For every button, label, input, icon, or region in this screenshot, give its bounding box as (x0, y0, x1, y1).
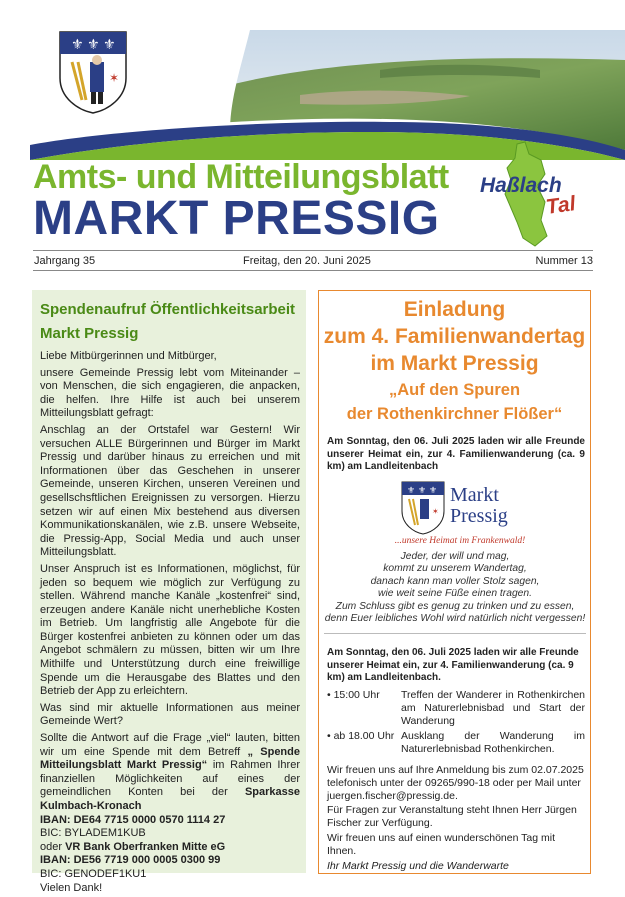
invitation-poem (320, 551, 590, 625)
donation-heading-line1: Spendenaufruf Öffentlichkeitsarbeit (40, 301, 296, 318)
poem-line: Jeder, der will und mag, (400, 551, 510, 562)
closing-text: Wir freuen uns auf einen wunderschönen Tag mit Ihnen. (327, 831, 556, 857)
invitation-closing (327, 764, 585, 874)
donation-body (40, 350, 300, 895)
markt-pressig-logo-text: Markt (450, 484, 499, 506)
divider (33, 250, 593, 251)
poem-line: Zum Schluss gibt es genug zu trinken und zu essen, (335, 600, 575, 612)
issue-volume: Jahrgang 35 (34, 255, 96, 267)
paragraph: Sollte die Antwort auf die Frage „viel“ lauten, bitten wir um eine Spende mit dem Betreff „ Spende Mitteilungsblatt Markt Pressig“ im Rahmen Ihrer finanziellen Möglichkeiten auf eines der gemeindlichen Konten bei der Sparkasse Kulmbach-Kronach (40, 732, 300, 812)
markt-pressig-logo-text: Pressig (450, 505, 508, 527)
poem-line: danach kann man voller Stolz sagen, (370, 575, 540, 587)
svg-text:⚜: ⚜ (407, 486, 416, 496)
invitation-heading-line3: im Markt Pressig (370, 352, 539, 375)
iban-vr: IBAN: DE56 7719 000 0005 0300 99 (40, 854, 221, 867)
issue-number: Nummer 13 (535, 255, 593, 267)
paragraph: Liebe Mitbürgerinnen und Mitbürger, (40, 350, 217, 362)
paragraph: Unser Anspruch ist es Informationen, möglichst, für jeden so bequem wie möglich zur Verfügung zu stellen. Während manche Kanäle „kostenfrei“ sind, erzeugen andere Kanäle nicht unerhebliche Kosten im Betrieb. Um langfristig alle Angebote für die Bürger kostenfrei anbieten zu können oder um das Angebot schmälern zu müssen, bitten wir um Ihre Mithilfe und Unterstützung durch eine freiwillige Spende um die Herausgabe des Blattes und den Betrieb der App zu erleichtern. (40, 562, 300, 698)
donation-heading-line2: Markt Pressig (40, 325, 139, 342)
invitation-motto (318, 378, 591, 426)
bic-vr: BIC: GENODEF1KU1 (40, 867, 147, 880)
bank-vr: oder VR Bank Oberfranken Mitte eG (40, 840, 226, 853)
logo-slogan: ...unsere Heimat im Frankenwald! (394, 536, 526, 546)
invitation-motto-line1: „Auf den Spuren (388, 381, 521, 399)
poem-line: denn Euer leibliches Wohl wird natürlich nicht vergessen! (324, 613, 586, 625)
svg-text:⚜: ⚜ (429, 486, 438, 496)
paragraph: Anschlag an der Ortstafel war Gestern! Wir versuchen ALLE Bürgerinnen und Bürger im Markt Pressig und darüber hinaus zu erreichen und mit Informationen über das Geschehen in unserer Gemeinde, unseren Kirchen, unseren Vereinen und gesellschsftlichen Ereignissen zu versorgen. Hierzu setzen wir auf einen Mix bestehend aus diversen Kommunikationskanälen, wie z.B. unsere Webseite, die Pressig-App, Social Media und auch unser Mitteilungsblatt. (40, 423, 300, 559)
newsletter-subtitle: Amts- und Mitteilungsblatt (33, 158, 449, 196)
invitation-heading-line2: zum 4. Familienwandertag (323, 325, 586, 348)
paragraph: Was sind mir aktuelle Informationen aus meiner Gemeinde Wert? (40, 701, 300, 728)
svg-text:⚜: ⚜ (418, 486, 427, 496)
svg-text:⚜: ⚜ (87, 37, 100, 53)
svg-text:⚜: ⚜ (71, 37, 84, 53)
invitation-intro: Am Sonntag, den 06. Juli 2025 laden wir alle Freunde unserer Heimat ein, zur 4. Familienwanderung (ca. 9 km) am Landleitenbach (327, 436, 585, 473)
poem-line: wie weit seine Füße einen tragen. (378, 588, 532, 600)
invitation-heading (318, 296, 591, 377)
svg-text:✶: ✶ (109, 71, 120, 85)
signature: Ihr Markt Pressig und die Wanderwarte (327, 859, 509, 872)
registration-info: Wir freuen uns auf Ihre Anmeldung bis zum 02.07.2025 telefonisch unter der 09265/990-18 oder per Mail unter juergen.fischer@pressig.de. (327, 764, 584, 802)
divider (33, 270, 593, 271)
schedule-time: • ab 18.00 Uhr (327, 730, 395, 742)
bic-sparkasse: BIC: BYLADEM1KUB (40, 827, 146, 840)
newsletter-title: MARKT PRESSIG (33, 192, 440, 245)
coat-of-arms-icon (58, 30, 128, 114)
thanks-text: Vielen Dank! (40, 881, 103, 894)
issue-date: Freitag, den 20. Juni 2025 (243, 255, 371, 267)
schedule-text: Ausklang der Wanderung im Naturerlebnisbad Rothenkirchen. (401, 730, 585, 755)
schedule-time: • 15:00 Uhr (327, 689, 380, 701)
divider (324, 633, 586, 634)
svg-text:✶: ✶ (432, 507, 439, 516)
invitation-heading-line1: Einladung (403, 298, 506, 321)
poem-line: kommt zu unserem Wandertag, (383, 563, 527, 575)
paragraph: unsere Gemeinde Pressig lebt vom Miteinander – von Menschen, die sich engagieren, die anpacken, die helfen. Ihre Hilfe ist auch bei unserem Mitteilungsblatt gefragt: (40, 366, 300, 420)
invitation-intro-repeat: Am Sonntag, den 06. Juli 2025 laden wir alle Freunde unserer Heimat ein, zur 4. Familienwanderung (ca. 9 km) am Landleitenbach. (327, 647, 579, 684)
region-logo-text: Haßlach (480, 174, 562, 197)
region-logo-text-tal: Tal (544, 192, 577, 219)
invitation-motto-line2: der Rothenkirchner Flößer“ (346, 405, 563, 423)
schedule-text: Treffen der Wanderer in Rothenkirchen am Naturerlebnisbad und Start der Wanderung (401, 689, 585, 727)
contact-info: Für Fragen zur Veranstaltung steht Ihnen Herr Jürgen Fischer zur Verfügung. (327, 804, 577, 830)
svg-text:⚜: ⚜ (103, 37, 116, 53)
donation-heading (40, 298, 300, 346)
iban-sparkasse: IBAN: DE64 7715 0000 0570 1114 27 (40, 813, 226, 826)
